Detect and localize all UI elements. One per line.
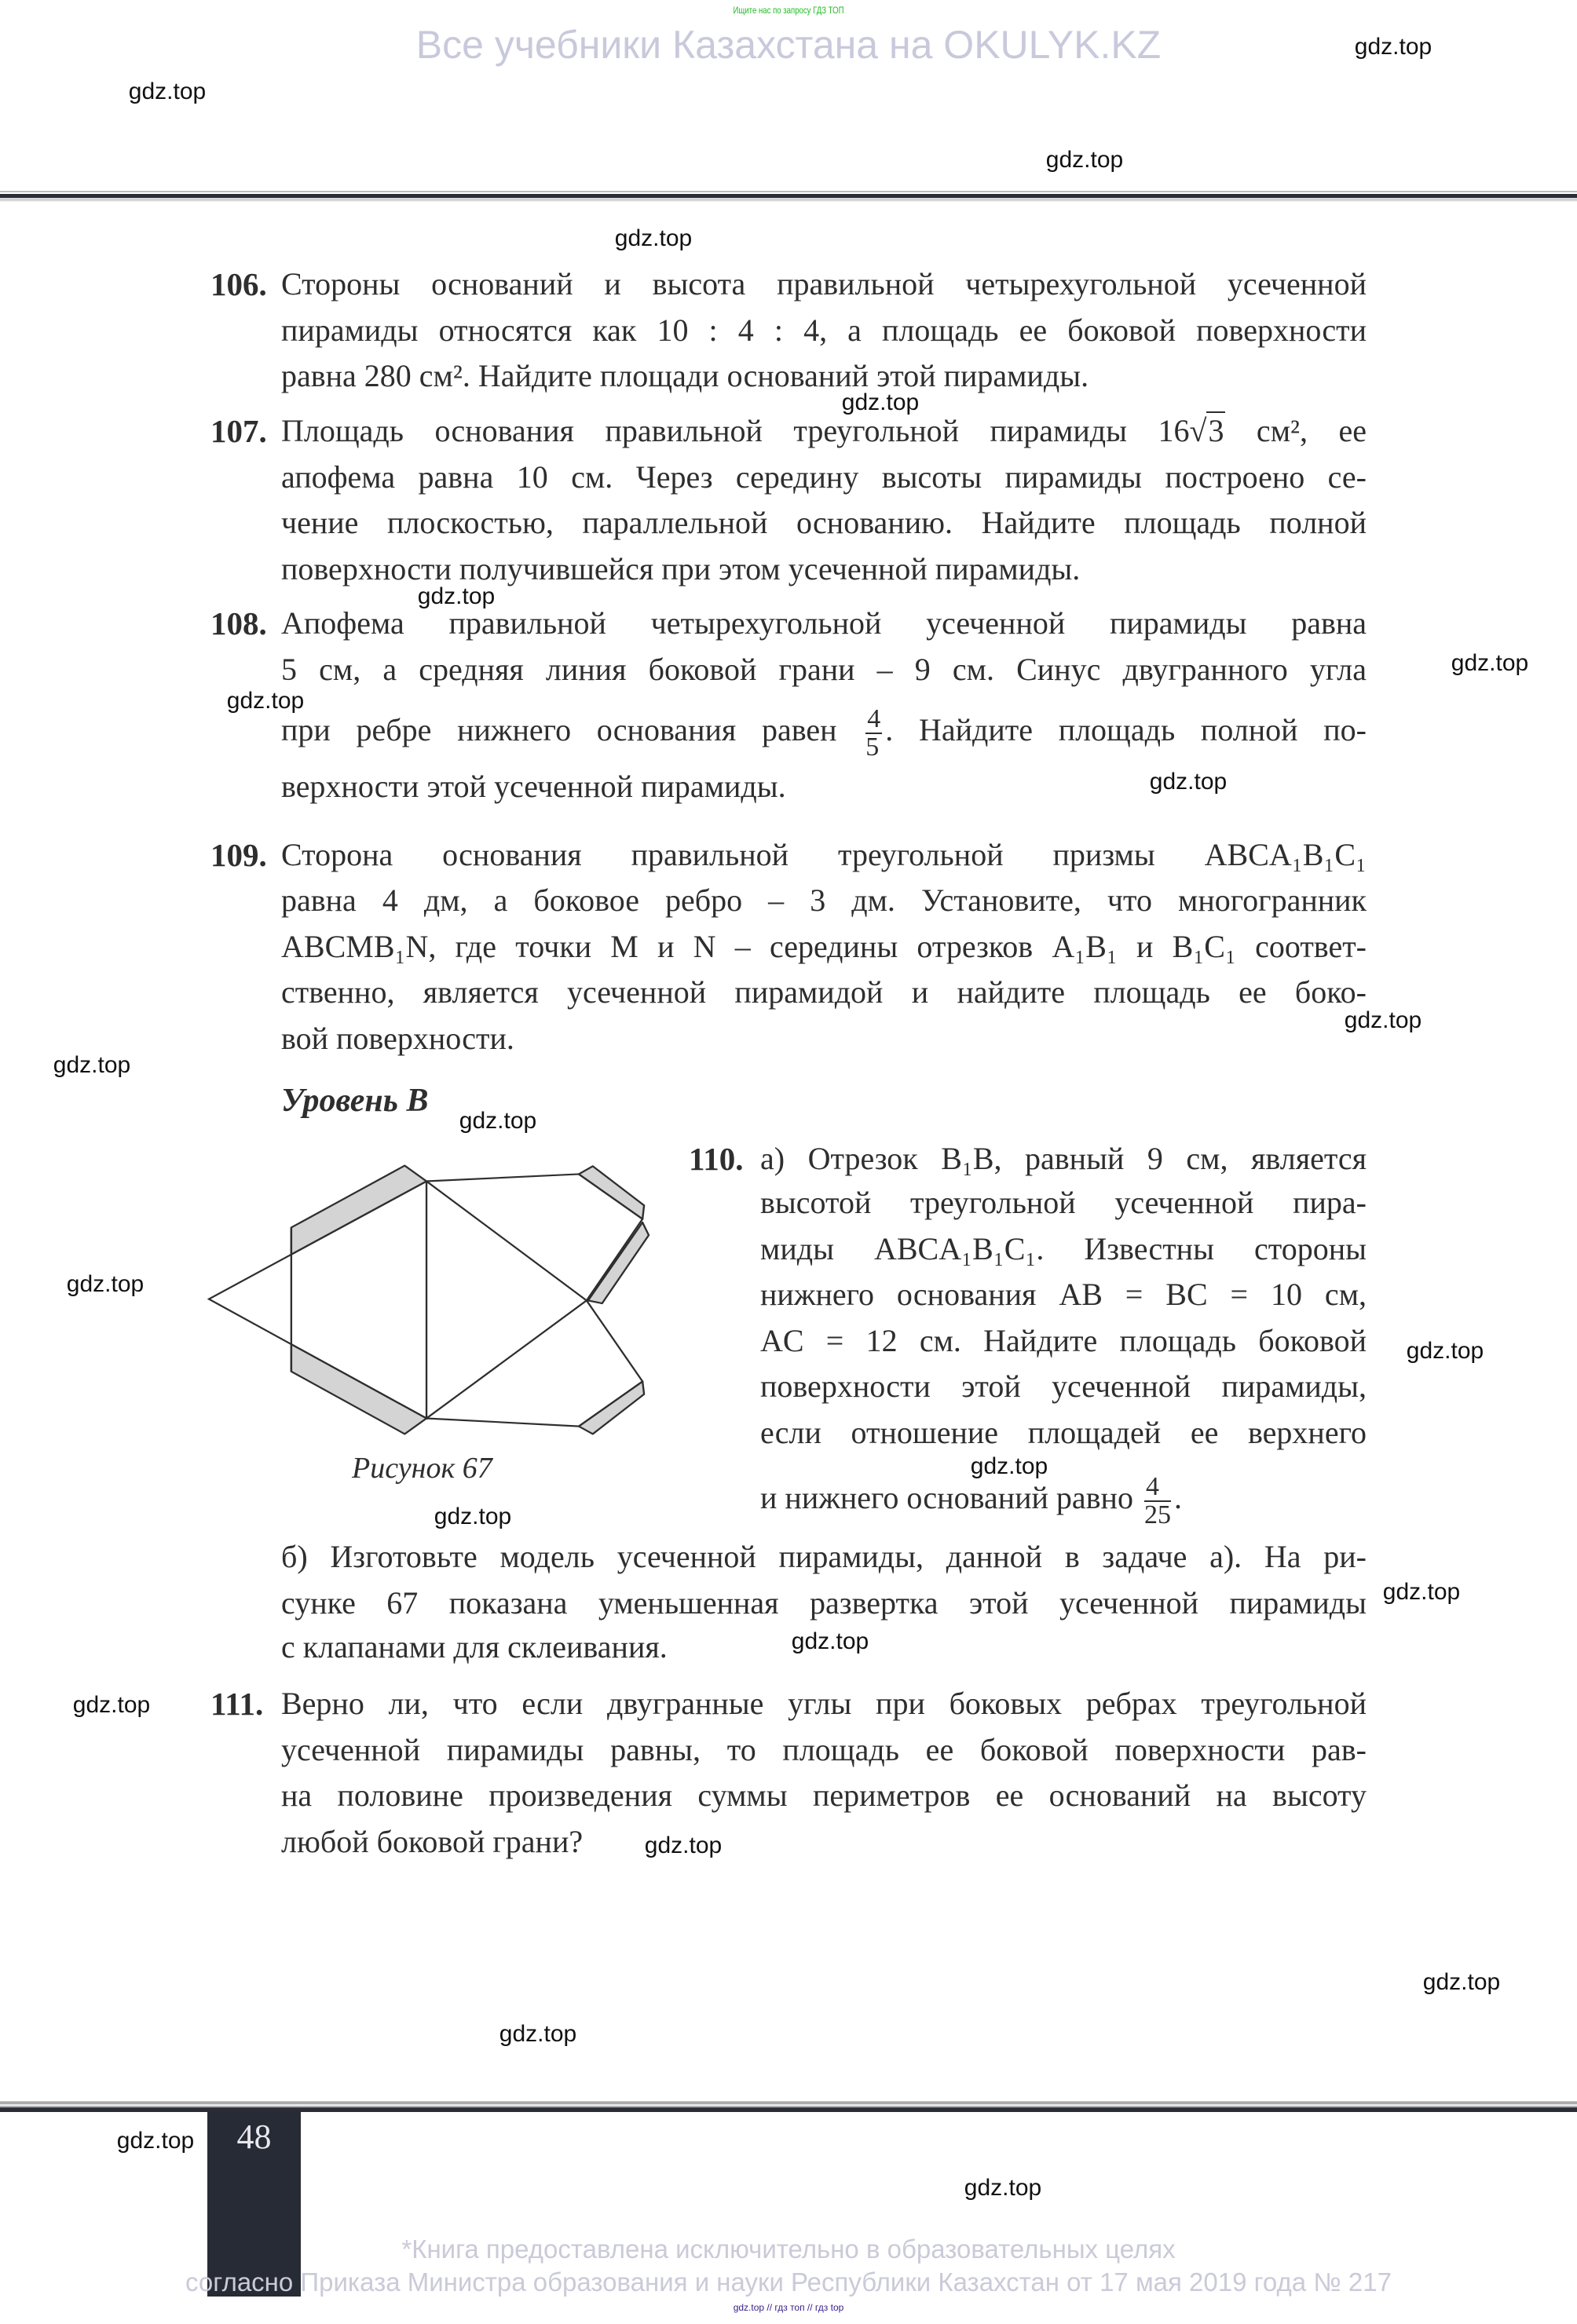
watermark: gdz.top xyxy=(841,389,920,415)
problem-110-number: 110. xyxy=(689,1141,744,1177)
problem-109-line: ственно, является усеченной пирамидой и найдите площадь ее боко- xyxy=(281,974,1367,1010)
problem-106-line: равна 280 см². Найдите площади оснований этой пирамиды. xyxy=(281,358,1089,393)
denominator: 5 xyxy=(865,733,880,762)
watermark: gdz.top xyxy=(1406,1338,1484,1364)
problem-109-line: равна 4 дм, а боковое ребро – 3 дм. Установите, что многогранник xyxy=(281,882,1367,918)
watermark: gdz.top xyxy=(53,1052,131,1078)
watermark: gdz.top xyxy=(970,1453,1048,1479)
flap-top-right xyxy=(579,1166,644,1219)
watermark: gdz.top xyxy=(1354,34,1432,60)
text: и нижнего оснований равно xyxy=(760,1480,1133,1516)
problem-111-line: Верно ли, что если двугранные углы при боковых ребрах треугольной xyxy=(281,1686,1367,1721)
problem-108-line: Апофема правильной четырехугольной усеченной пирамиды равна xyxy=(281,605,1367,641)
flap-top-left xyxy=(291,1166,426,1255)
flap-right xyxy=(588,1222,649,1303)
problem-110-line: поверхности этой усеченной пирамиды, xyxy=(760,1368,1367,1404)
text: . xyxy=(1173,1480,1182,1516)
problem-109-number: 109. xyxy=(210,837,267,873)
watermark: gdz.top xyxy=(72,1692,151,1718)
problem-110-line: если отношение площадей ее верхнего xyxy=(760,1415,1367,1450)
figure-caption: Рисунок 67 xyxy=(352,1452,492,1485)
problem-107-line: поверхности получившейся при этом усеченной пирамиды. xyxy=(281,551,1081,586)
problem-106-line: Стороны оснований и высота правильной четырехугольной усеченной xyxy=(281,266,1367,301)
problem-111-line: усеченной пирамиды равны, то площадь ее боковой поверхности рав- xyxy=(281,1732,1367,1767)
watermark: gdz.top xyxy=(66,1271,145,1297)
sqrt-symbol: √ xyxy=(1189,413,1207,448)
watermark: gdz.top xyxy=(226,688,305,714)
problem-110-line: а) Отрезок B₁B, равный 9 см, является xyxy=(760,1141,1367,1176)
watermark: gdz.top xyxy=(1045,147,1124,173)
problem-110b-line: сунке 67 показана уменьшенная развертка этой усеченной пирамиды xyxy=(281,1585,1367,1621)
watermark: gdz.top xyxy=(964,2175,1042,2201)
flap-bottom-left xyxy=(291,1344,426,1434)
denominator: 25 xyxy=(1143,1500,1171,1529)
radicand: 3 xyxy=(1208,413,1224,448)
problem-109-line: вой поверхности. xyxy=(281,1021,514,1056)
watermark: gdz.top xyxy=(434,1504,512,1529)
watermark: gdz.top xyxy=(499,2021,577,2047)
watermark: gdz.top xyxy=(791,1628,869,1654)
pyramid-net-figure xyxy=(207,1163,652,1437)
problem-106-number: 106. xyxy=(210,266,267,302)
problem-108-number: 108. xyxy=(210,605,267,641)
flap-bottom-right xyxy=(579,1381,644,1434)
problem-108-line xyxy=(281,706,1367,761)
problem-106-line: пирамиды относятся как 10 : 4 : 4, а площадь ее боковой поверхности xyxy=(281,312,1367,348)
watermark: gdz.top xyxy=(1451,650,1529,676)
problem-110-line: высотой треугольной усеченной пира- xyxy=(760,1185,1367,1220)
problem-107-number: 107. xyxy=(210,413,267,449)
page-number: 48 xyxy=(236,2118,272,2156)
disclaimer-line: *Книга предоставлена исключительно в образовательных целях xyxy=(401,2234,1176,2264)
footer-links[interactable]: gdz.top // гдз топ // гдз top xyxy=(733,2302,844,2313)
problem-109-line: ABCMB₁N, где точки M и N – середины отрезков A₁B₁ и B₁C₁ соответ- xyxy=(281,929,1367,964)
problem-107-line: чение плоскостью, параллельной основанию. Найдите площадь полной xyxy=(281,505,1367,540)
watermark: gdz.top xyxy=(116,2128,195,2154)
problem-109-line: Сторона основания правильной треугольной призмы ABCA₁B₁C₁ xyxy=(281,837,1367,872)
problem-108-line: 5 см, а средняя линия боковой грани – 9 см. Синус двугранного угла xyxy=(281,652,1367,687)
text: при ребре нижнего основания равен xyxy=(281,712,837,748)
watermark: gdz.top xyxy=(1149,769,1228,795)
numerator: 4 xyxy=(1144,1474,1171,1502)
problem-110-line: нижнего основания AB = BC = 10 см, xyxy=(760,1277,1367,1312)
disclaimer-line: согласно Приказа Министра образования и науки Республики Казахстан от 17 мая 2019 года № 217 xyxy=(185,2267,1392,2297)
site-title[interactable]: Все учебники Казахстана на OKULYK.KZ xyxy=(415,23,1162,67)
problem-110-line: AC = 12 см. Найдите площадь боковой xyxy=(760,1323,1367,1358)
problem-110-line xyxy=(760,1474,1367,1529)
watermark: gdz.top xyxy=(1422,1969,1501,1995)
watermark: gdz.top xyxy=(459,1108,537,1134)
text: . Найдите площадь полной по- xyxy=(885,712,1367,748)
header-rule xyxy=(0,191,1577,202)
text: Площадь основания правильной треугольной пирамиды 16 xyxy=(281,413,1190,448)
problem-110-line: миды ABCA₁B₁C₁. Известны стороны xyxy=(760,1231,1367,1266)
fraction xyxy=(1144,1474,1171,1529)
level-heading: Уровень B xyxy=(281,1083,429,1119)
problem-110b-line: с клапанами для склеивания. xyxy=(281,1629,668,1664)
text: см², ее xyxy=(1225,413,1367,448)
watermark: gdz.top xyxy=(1382,1579,1461,1605)
watermark: gdz.top xyxy=(614,225,693,251)
problem-111-line: любой боковой грани? xyxy=(281,1824,584,1859)
watermark: gdz.top xyxy=(1344,1007,1422,1033)
problem-107-line xyxy=(281,408,1367,454)
watermark: gdz.top xyxy=(644,1833,723,1858)
search-hint: Ищите нас по запросу ГДЗ ТОП xyxy=(733,5,844,16)
watermark: gdz.top xyxy=(417,583,496,609)
fraction xyxy=(865,706,882,761)
footer-rule xyxy=(0,2101,1577,2112)
numerator: 4 xyxy=(867,704,881,733)
watermark: gdz.top xyxy=(128,79,207,104)
problem-111-line: на половине произведения суммы периметров ее оснований на высоту xyxy=(281,1778,1367,1813)
problem-110b-line: б) Изготовьте модель усеченной пирамиды, данной в задаче а). На ри- xyxy=(281,1539,1367,1574)
problem-111-number: 111. xyxy=(210,1686,264,1722)
problem-108-line: верхности этой усеченной пирамиды. xyxy=(281,769,786,804)
problem-107-line: апофема равна 10 см. Через середину высоты пирамиды построено се- xyxy=(281,459,1367,495)
